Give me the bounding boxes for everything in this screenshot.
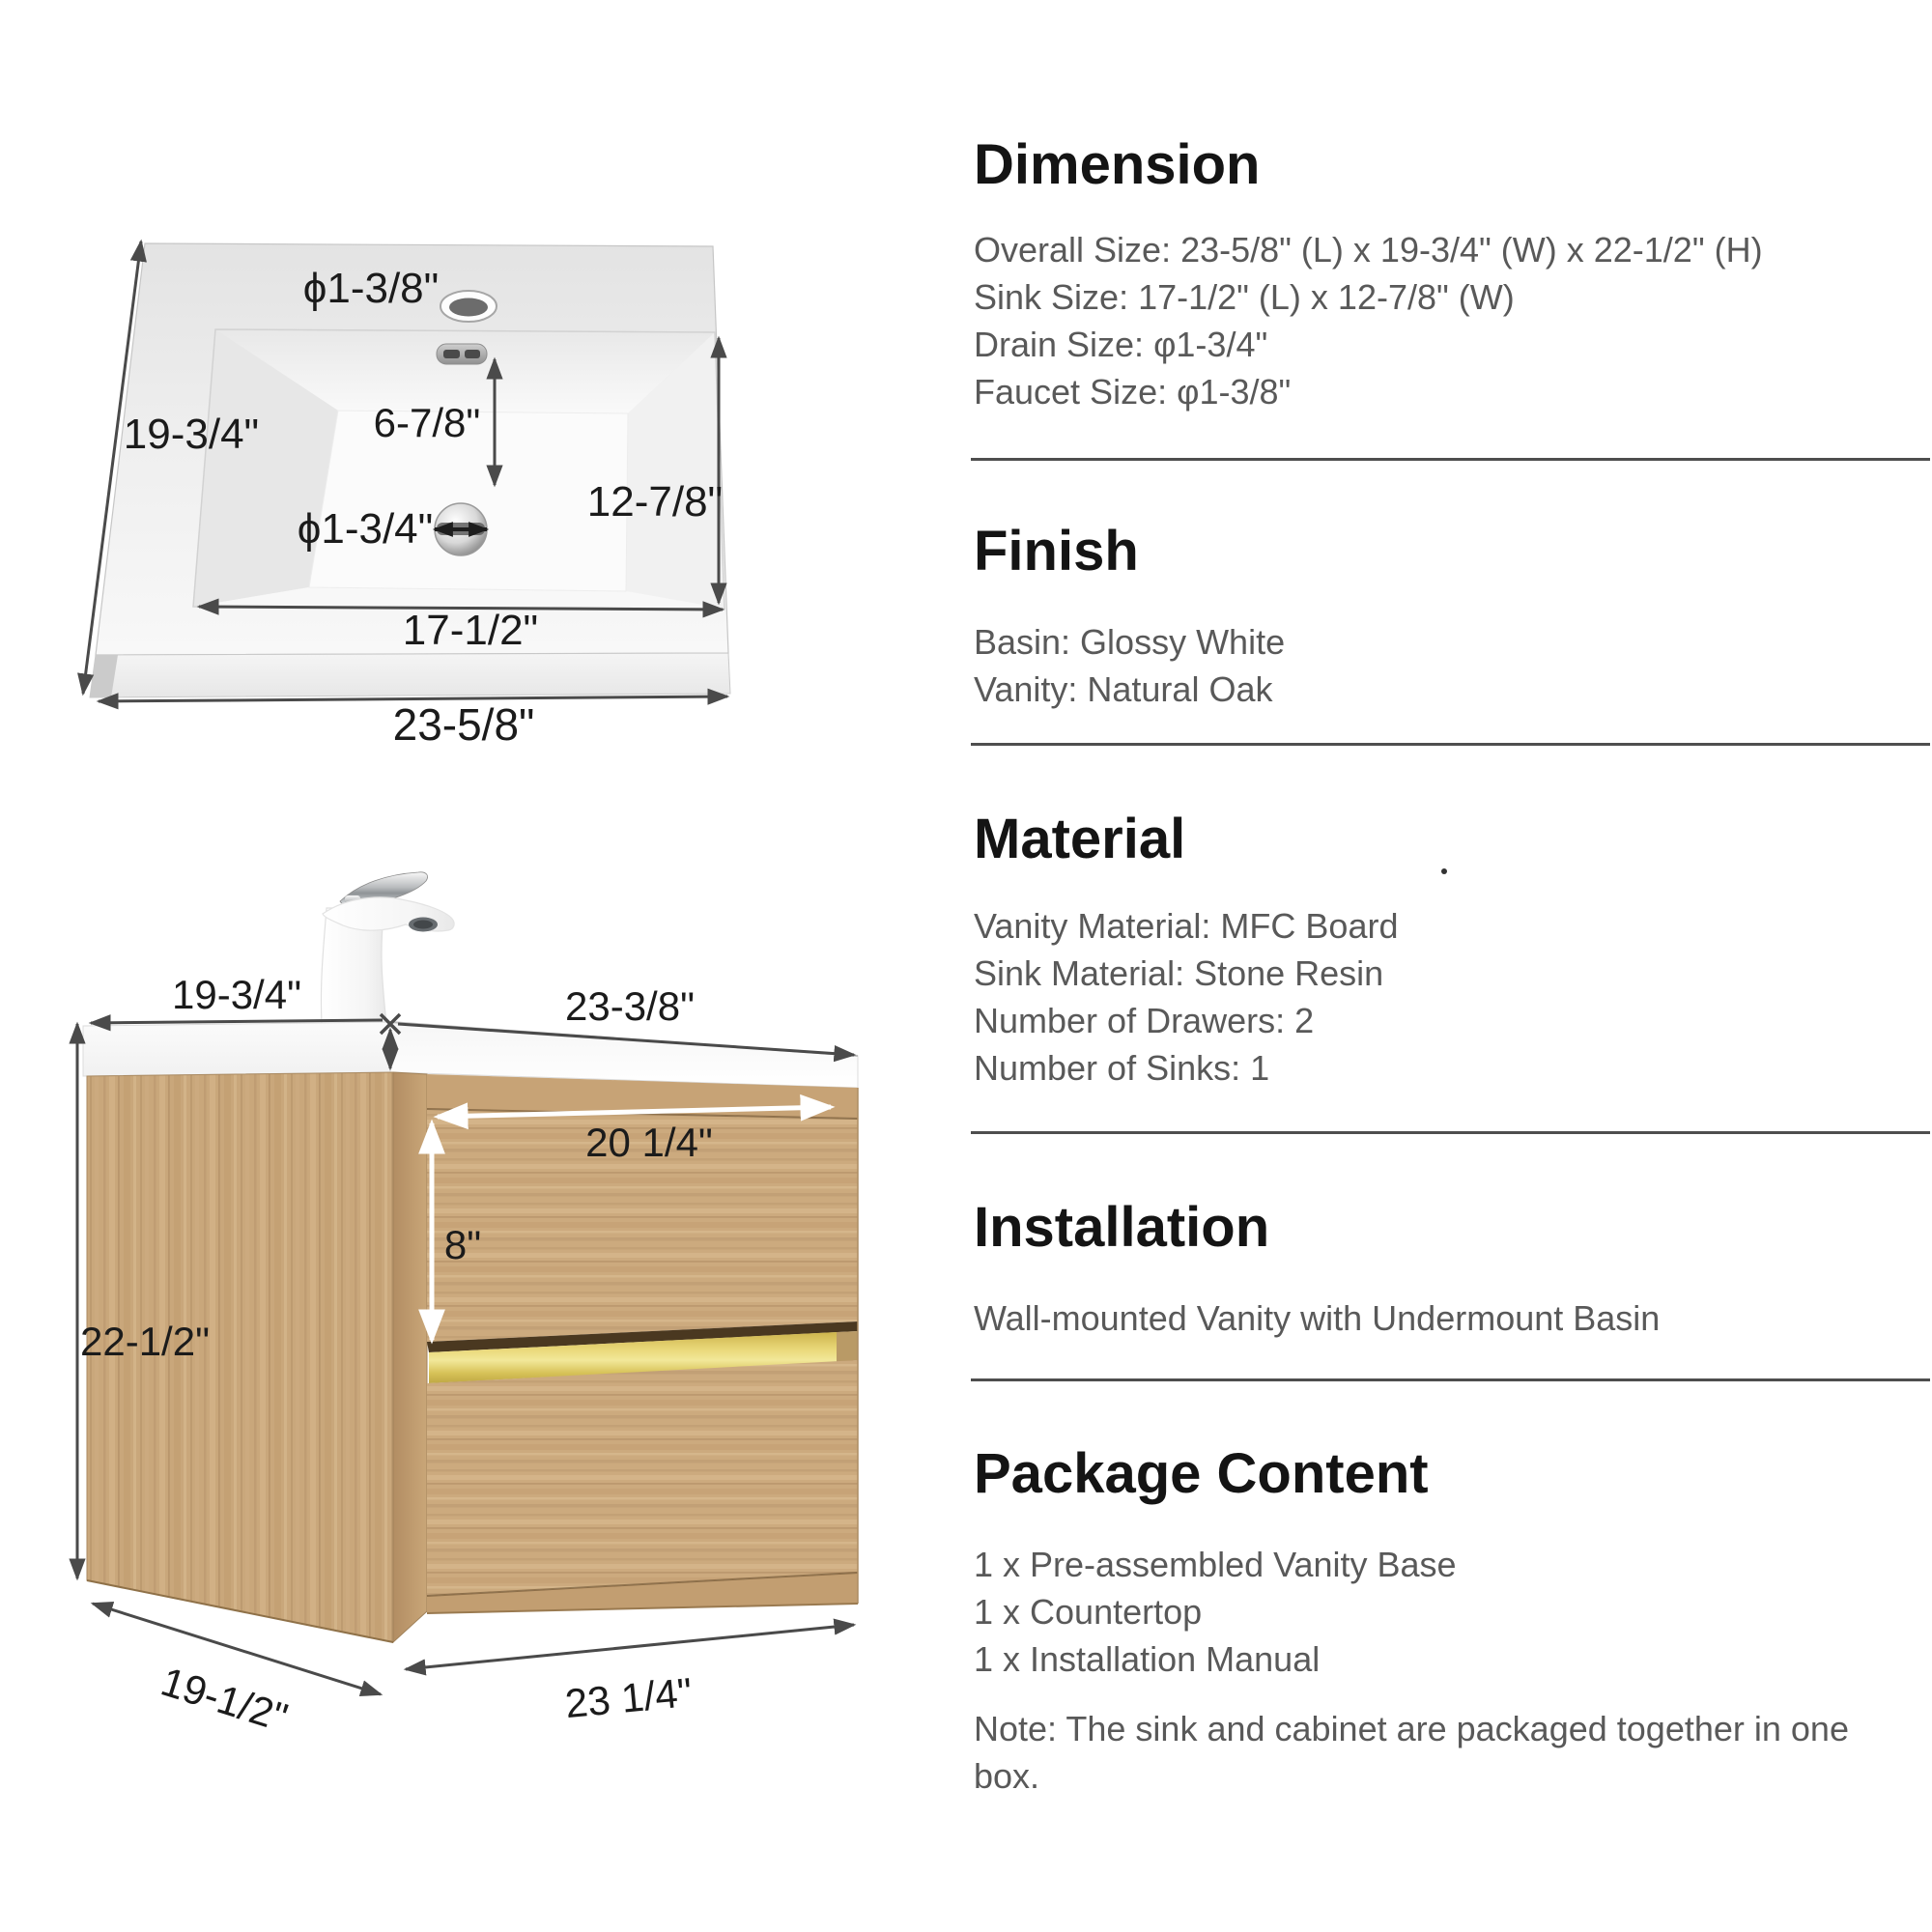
spec-line-basin-finish: Basin: Glossy White	[974, 622, 1286, 662]
dim-label-overall-width: 19-3/4"	[123, 411, 260, 458]
sink-top-view-diagram	[83, 242, 730, 750]
dim-label-overall-length: 23-5/8"	[392, 699, 535, 750]
dim-label-base-depth: 19-1/2"	[156, 1658, 294, 1741]
vanity-countertop-left	[83, 1022, 390, 1076]
section-dimension-title: Dimension	[974, 133, 1261, 196]
section-installation	[974, 1196, 1930, 1342]
overflow-slot-hole	[465, 350, 480, 358]
dim-label-basin-width: 12-7/8"	[586, 478, 724, 526]
spec-line-installation-type: Wall-mounted Vanity with Undermount Basin	[974, 1298, 1661, 1338]
package-item-vanity-base: 1 x Pre-assembled Vanity Base	[974, 1545, 1457, 1584]
dim-label-counter-depth: 19-3/4"	[172, 972, 301, 1017]
package-item-manual: 1 x Installation Manual	[974, 1639, 1321, 1679]
stray-dot	[1441, 868, 1447, 874]
dim-label-basin-length: 17-1/2"	[402, 607, 539, 654]
dim-line-base-length	[406, 1625, 854, 1669]
package-item-countertop: 1 x Countertop	[974, 1592, 1203, 1632]
spec-line-faucet-size: Faucet Size: φ1-3/8"	[974, 372, 1292, 412]
section-finish	[974, 520, 1930, 713]
section-material	[974, 808, 1930, 1092]
vanity-3d-diagram	[77, 872, 858, 1741]
package-note: Note: The sink and cabinet are packaged together in one box.	[974, 1709, 1849, 1796]
section-installation-title: Installation	[974, 1196, 1270, 1259]
divider	[971, 458, 1930, 461]
faucet-aerator-hole	[413, 921, 433, 929]
dim-label-drawer-width: 20 1/4"	[585, 1120, 713, 1165]
spec-line-vanity-material: Vanity Material: MFC Board	[974, 906, 1399, 946]
dim-label-overflow-depth: 6-7/8"	[373, 400, 481, 445]
dim-label-counter-length: 23-3/8"	[565, 983, 695, 1029]
faucet-hole-opening	[449, 298, 488, 317]
sink-countertop-front-face	[90, 653, 730, 697]
section-dimension	[974, 133, 1930, 415]
section-material-title: Material	[974, 808, 1186, 870]
spec-line-sink-material: Sink Material: Stone Resin	[974, 953, 1384, 993]
spec-line-drawer-count: Number of Drawers: 2	[974, 1001, 1315, 1040]
spec-line-overall-size: Overall Size: 23-5/8" (L) x 19-3/4" (W) x 22-1/2" (H)	[974, 230, 1763, 270]
divider	[971, 1378, 1930, 1381]
dim-label-base-length: 23 1/4"	[562, 1668, 695, 1727]
spec-line-drain-size: Drain Size: φ1-3/4"	[974, 325, 1268, 364]
dim-label-drawer-height: 8"	[443, 1222, 482, 1267]
divider	[971, 1131, 1930, 1134]
section-finish-title: Finish	[974, 520, 1139, 582]
spec-line-sink-size: Sink Size: 17-1/2" (L) x 12-7/8" (W)	[974, 277, 1515, 317]
led-gap-right-return	[837, 1331, 858, 1362]
spec-line-vanity-finish: Vanity: Natural Oak	[974, 669, 1273, 709]
dim-label-drain: ϕ1-3/4"	[297, 505, 434, 553]
overflow-slot-hole	[443, 350, 460, 358]
faucet-illustration	[321, 872, 454, 1024]
divider	[971, 743, 1930, 746]
spec-line-sink-count: Number of Sinks: 1	[974, 1048, 1270, 1088]
cabinet-corner-strip	[393, 1072, 427, 1642]
dim-label-overall-height: 22-1/2"	[80, 1319, 210, 1364]
section-package-content	[974, 1442, 1930, 1800]
section-package-title: Package Content	[974, 1442, 1429, 1505]
dim-label-faucet-hole: ϕ1-3/8"	[302, 265, 440, 312]
drawer-2-front	[427, 1360, 858, 1596]
